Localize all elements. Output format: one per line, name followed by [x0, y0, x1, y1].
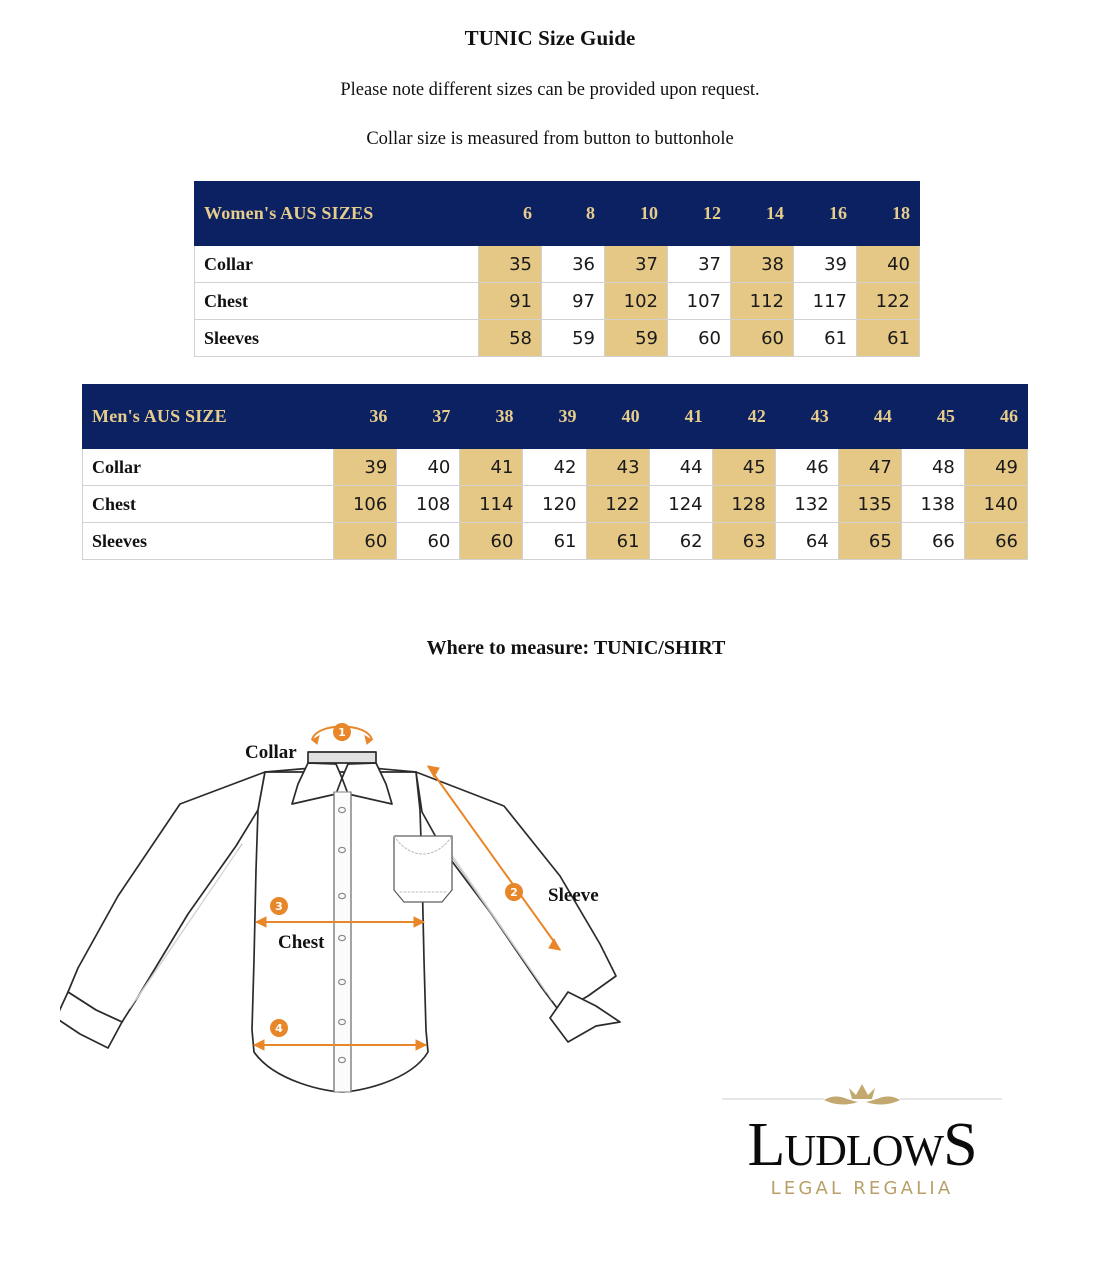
logo-wordmark: [712, 1111, 1012, 1179]
logo-crown-flourish: [712, 1083, 1012, 1109]
page-title: TUNIC Size Guide: [464, 26, 636, 50]
cell-collar-45: 48: [901, 449, 964, 486]
cell-collar-39: 42: [523, 449, 586, 486]
size-header-40: 40: [586, 385, 649, 449]
cell-collar-38: 41: [460, 449, 523, 486]
cell-collar-46: 49: [964, 449, 1027, 486]
cell-collar-40: 43: [586, 449, 649, 486]
row-label-chest: Chest: [83, 486, 334, 523]
size-header-6: 6: [479, 182, 542, 246]
cell-chest-42: 128: [712, 486, 775, 523]
cell-collar-36: 39: [334, 449, 397, 486]
cell-sleeves-39: 61: [523, 523, 586, 560]
table-row: [195, 320, 920, 357]
cell-chest-8: 97: [542, 283, 605, 320]
chest-label: Chest: [278, 932, 325, 953]
marker-2-label: 2: [510, 886, 518, 899]
cell-sleeves-16: 61: [794, 320, 857, 357]
size-header-37: 37: [397, 385, 460, 449]
cell-chest-18: 122: [857, 283, 920, 320]
shirt-diagram: [60, 700, 660, 1130]
cell-chest-16: 117: [794, 283, 857, 320]
size-header-43: 43: [775, 385, 838, 449]
size-header-12: 12: [668, 182, 731, 246]
cell-sleeves-40: 61: [586, 523, 649, 560]
collar-band: [308, 752, 376, 763]
cell-chest-44: 135: [838, 486, 901, 523]
size-header-42: 42: [712, 385, 775, 449]
header-note-sizes: Please note different sizes can be provided upon request.: [340, 80, 760, 100]
cell-sleeves-8: 59: [542, 320, 605, 357]
cell-chest-40: 122: [586, 486, 649, 523]
table-row: [195, 246, 920, 283]
cell-collar-8: 36: [542, 246, 605, 283]
cell-collar-42: 45: [712, 449, 775, 486]
cell-sleeves-37: 60: [397, 523, 460, 560]
mens-header-row: [83, 385, 1028, 449]
cell-collar-12: 37: [668, 246, 731, 283]
cell-chest-12: 107: [668, 283, 731, 320]
row-label-collar: Collar: [195, 246, 479, 283]
cell-chest-45: 138: [901, 486, 964, 523]
cell-sleeves-42: 63: [712, 523, 775, 560]
left-sleeve-shape: [68, 772, 265, 1022]
sleeve-label: Sleeve: [548, 885, 599, 906]
cell-sleeves-14: 60: [731, 320, 794, 357]
cell-sleeves-43: 64: [775, 523, 838, 560]
cell-collar-10: 37: [605, 246, 668, 283]
size-header-41: 41: [649, 385, 712, 449]
mens-table-title: Men's AUS SIZE: [83, 385, 334, 449]
cell-sleeves-46: 66: [964, 523, 1027, 560]
sleeve-arrow-top: [428, 766, 439, 777]
womens-table-header: [195, 182, 920, 246]
table-row: [195, 283, 920, 320]
header-note-collar: Collar size is measured from button to buttonhole: [366, 129, 734, 149]
row-label-sleeves: Sleeves: [83, 523, 334, 560]
marker-1-label: 1: [338, 726, 346, 739]
cell-sleeves-36: 60: [334, 523, 397, 560]
logo-tagline: LEGAL REGALIA: [770, 1178, 954, 1199]
table-row: [83, 486, 1028, 523]
cell-sleeves-6: 58: [479, 320, 542, 357]
cell-sleeves-18: 61: [857, 320, 920, 357]
logo-letters-mid: UDLOW: [784, 1126, 944, 1175]
cell-chest-6: 91: [479, 283, 542, 320]
cell-collar-44: 47: [838, 449, 901, 486]
size-header-16: 16: [794, 182, 857, 246]
size-header-8: 8: [542, 182, 605, 246]
shirt-illustration-svg: [60, 700, 660, 1130]
row-label-chest: Chest: [195, 283, 479, 320]
crown-shape: [849, 1084, 875, 1099]
cell-chest-14: 112: [731, 283, 794, 320]
cell-sleeves-44: 65: [838, 523, 901, 560]
ludlows-logo: [712, 1083, 1012, 1199]
cell-sleeves-38: 60: [460, 523, 523, 560]
cell-chest-39: 120: [523, 486, 586, 523]
header-block: [0, 0, 1100, 150]
table-row: [83, 523, 1028, 560]
collar-label: Collar: [245, 742, 297, 763]
size-header-18: 18: [857, 182, 920, 246]
size-header-14: 14: [731, 182, 794, 246]
size-header-39: 39: [523, 385, 586, 449]
where-to-measure-title: [0, 637, 1100, 660]
size-header-46: 46: [964, 385, 1027, 449]
cell-collar-37: 40: [397, 449, 460, 486]
cell-sleeves-41: 62: [649, 523, 712, 560]
button-placket: [334, 792, 351, 1092]
size-header-36: 36: [334, 385, 397, 449]
womens-table-title: Women's AUS SIZES: [195, 182, 479, 246]
cell-chest-38: 114: [460, 486, 523, 523]
marker-4-label: 4: [275, 1022, 283, 1035]
cell-collar-6: 35: [479, 246, 542, 283]
size-header-38: 38: [460, 385, 523, 449]
logo-letter-l: L: [747, 1111, 785, 1179]
cell-chest-36: 106: [334, 486, 397, 523]
cell-collar-43: 46: [775, 449, 838, 486]
row-label-collar: Collar: [83, 449, 334, 486]
womens-table-body: [195, 246, 920, 357]
cell-chest-37: 108: [397, 486, 460, 523]
cell-chest-41: 124: [649, 486, 712, 523]
logo-letter-s: S: [943, 1111, 977, 1179]
row-label-sleeves: Sleeves: [195, 320, 479, 357]
cell-collar-14: 38: [731, 246, 794, 283]
cell-sleeves-12: 60: [668, 320, 731, 357]
cell-chest-43: 132: [775, 486, 838, 523]
cell-collar-41: 44: [649, 449, 712, 486]
where-to-measure-text: Where to measure: TUNIC/SHIRT: [426, 637, 726, 659]
mens-table-body: [83, 449, 1028, 560]
mens-table-header: [83, 385, 1028, 449]
table-row: [83, 449, 1028, 486]
size-header-10: 10: [605, 182, 668, 246]
cell-sleeves-10: 59: [605, 320, 668, 357]
womens-size-table: [194, 181, 920, 357]
marker-3-label: 3: [275, 900, 283, 913]
cell-sleeves-45: 66: [901, 523, 964, 560]
cell-chest-46: 140: [964, 486, 1027, 523]
size-header-44: 44: [838, 385, 901, 449]
cell-collar-16: 39: [794, 246, 857, 283]
cell-chest-10: 102: [605, 283, 668, 320]
womens-header-row: [195, 182, 920, 246]
mens-size-table: [82, 384, 1028, 560]
cell-collar-18: 40: [857, 246, 920, 283]
size-header-45: 45: [901, 385, 964, 449]
